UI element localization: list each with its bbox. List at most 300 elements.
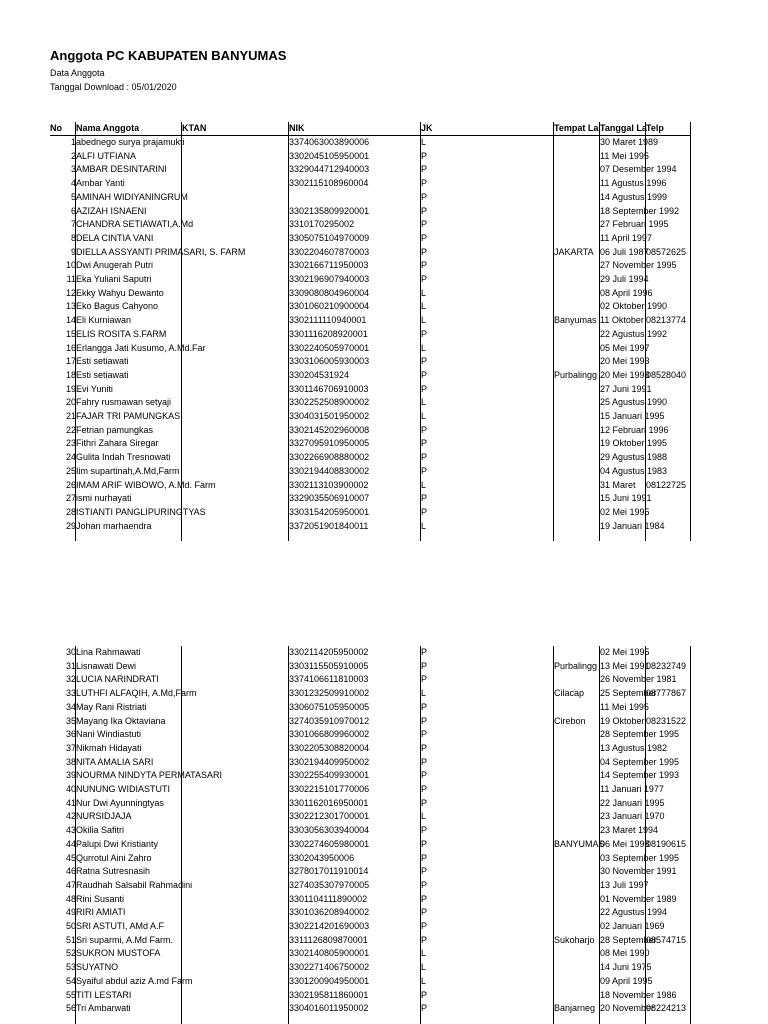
- cell-tempat-lahir: Sukoharjo: [554, 934, 595, 945]
- table-row: [0, 989, 700, 1003]
- cell-name: CHANDRA SETIAWATI,A.Md: [76, 219, 194, 230]
- cell-nik: 3327095910950005: [289, 438, 370, 449]
- cell-tempat-lahir: Cirebon: [554, 715, 586, 726]
- cell-nik: 3302205308820004: [289, 742, 370, 753]
- cell-name: Fetrian pamungkas: [76, 424, 154, 435]
- cell-telp: 08232749: [646, 660, 687, 671]
- cell-tanggal-lahir: 22 Januari 1995: [600, 797, 665, 808]
- cell-jk: L: [421, 287, 427, 298]
- cell-name: FAJAR TRI PAMUNGKAS: [76, 411, 181, 421]
- table-row: [0, 259, 700, 273]
- cell-no: 23: [65, 438, 76, 449]
- table-row: [0, 314, 700, 328]
- cell-nik: 3302166711950003: [289, 260, 369, 271]
- cell-jk: P: [421, 660, 428, 671]
- cell-telp: 08528040: [646, 369, 687, 380]
- cell-no: 12: [65, 287, 76, 298]
- cell-jk: P: [421, 246, 428, 257]
- table-row: [0, 232, 700, 246]
- cell-no: 46: [65, 866, 76, 877]
- cell-jk: P: [421, 770, 428, 781]
- cell-no: 42: [65, 811, 76, 822]
- cell-jk: L: [421, 520, 427, 531]
- cell-name: Ambar Yanti: [76, 178, 125, 189]
- cell-name: Dwi Anugerah Putri: [76, 260, 154, 271]
- cell-nik: 3302145202960008: [289, 424, 370, 435]
- table-row: [0, 797, 700, 811]
- cell-no: 24: [65, 452, 76, 463]
- header-telp: Telp: [646, 123, 664, 133]
- cell-tanggal-lahir: 31 Maret: [600, 479, 636, 490]
- cell-telp: 08190615: [646, 838, 687, 849]
- cell-no: 40: [65, 784, 76, 794]
- cell-tanggal-lahir: 08 Mei 1990: [600, 948, 650, 959]
- cell-no: 22: [65, 424, 76, 435]
- table-row: [0, 824, 700, 838]
- cell-jk: L: [421, 962, 427, 973]
- cell-name: Palupi Dwi Kristianty: [76, 838, 159, 849]
- cell-jk: P: [421, 438, 428, 449]
- cell-name: Esti setiawati: [76, 356, 129, 367]
- cell-tanggal-lahir: 25 Agustus 1990: [600, 397, 668, 408]
- cell-telp: 08122725: [646, 479, 687, 490]
- cell-name: Eka Yuliani Saputri: [76, 274, 152, 284]
- cell-telp: 08574715: [646, 934, 687, 945]
- cell-jk: P: [421, 383, 428, 394]
- cell-name: AMINAH WIDIYANINGRUM: [76, 191, 188, 202]
- cell-no: 17: [65, 356, 76, 367]
- cell-jk: L: [421, 342, 427, 353]
- table-row: [0, 218, 700, 232]
- cell-tanggal-lahir: 06 Juli 1987: [600, 246, 649, 257]
- cell-no: 49: [65, 907, 76, 918]
- cell-name: Evi Yuniti: [76, 383, 113, 394]
- cell-no: 13: [65, 301, 76, 312]
- cell-jk: L: [421, 479, 427, 490]
- table-row: [0, 342, 700, 356]
- table-row: [0, 961, 700, 975]
- column-rule: [599, 646, 600, 1024]
- cell-name: Tri Ambarwati: [76, 1003, 131, 1014]
- column-rule: [75, 646, 76, 1024]
- cell-telp: 08213774: [646, 315, 687, 326]
- cell-name: Ratna Sutresnasih: [76, 866, 151, 877]
- table-row: [0, 369, 700, 383]
- cell-jk: P: [421, 742, 428, 753]
- column-rule: [599, 122, 600, 541]
- table-row: [0, 136, 700, 150]
- table-row: [0, 191, 700, 205]
- header-no: No: [50, 123, 62, 133]
- cell-jk: P: [421, 369, 428, 380]
- cell-jk: P: [421, 866, 428, 877]
- cell-nik: 3301036208940002: [289, 907, 370, 918]
- cell-nik: 3302194409950002: [289, 756, 370, 767]
- cell-no: 56: [65, 1003, 76, 1014]
- cell-tanggal-lahir: 11 Oktober: [600, 315, 644, 326]
- cell-tanggal-lahir: 15 Januari 1995: [600, 411, 665, 421]
- cell-jk: P: [421, 1003, 428, 1014]
- cell-nik: 3302215101770006: [289, 784, 370, 794]
- cell-telp: 08224213: [646, 1003, 687, 1014]
- cell-jk: L: [421, 397, 427, 408]
- cell-nik: 3309080804960004: [289, 287, 370, 298]
- cell-nik: 3303106005930003: [289, 356, 370, 367]
- cell-no: 48: [65, 893, 76, 904]
- cell-jk: P: [421, 989, 428, 1000]
- cell-tanggal-lahir: 22 Agustus 1994: [600, 907, 668, 918]
- cell-no: 7: [70, 219, 76, 230]
- cell-no: 38: [65, 756, 76, 767]
- table-row: [0, 177, 700, 191]
- cell-name: Fithri Zahara Siregar: [76, 438, 159, 449]
- page-subtitle: Data Anggota: [50, 68, 105, 78]
- cell-telp: 08572625: [646, 246, 687, 257]
- cell-jk: L: [421, 975, 427, 986]
- cell-jk: P: [421, 150, 428, 161]
- table-row: [0, 492, 700, 506]
- cell-jk: L: [421, 411, 427, 421]
- table-row: [0, 879, 700, 893]
- cell-no: 20: [65, 397, 76, 408]
- cell-jk: P: [421, 674, 428, 685]
- cell-jk: P: [421, 328, 428, 339]
- cell-tanggal-lahir: 14 September 1993: [600, 770, 680, 781]
- cell-tanggal-lahir: 20 November: [600, 1003, 655, 1014]
- cell-nik: 3302135809920001: [289, 205, 370, 216]
- cell-tanggal-lahir: 01 November 1989: [600, 893, 677, 904]
- column-rule: [288, 646, 289, 1024]
- table-row: [0, 246, 700, 260]
- cell-nik: 3274035307970005: [289, 879, 370, 890]
- cell-jk: P: [421, 921, 428, 931]
- column-rule: [420, 646, 421, 1024]
- cell-tanggal-lahir: 13 Agustus 1982: [600, 742, 668, 753]
- cell-name: DELA CINTIA VANI: [76, 232, 154, 243]
- cell-name: LUTHFI ALFAQIH, A.Md,Farm: [76, 688, 197, 699]
- cell-tanggal-lahir: 11 Agustus 1996: [600, 178, 667, 189]
- cell-nik: 3301066809960002: [289, 729, 370, 740]
- header-tanggal-lahir: Tanggal La: [600, 123, 647, 133]
- cell-tanggal-lahir: 08 April 1996: [600, 287, 653, 298]
- table-row: [0, 769, 700, 783]
- cell-jk: P: [421, 260, 428, 271]
- cell-name: Mayang Ika Oktaviana: [76, 715, 166, 726]
- table-row: [0, 451, 700, 465]
- cell-nik: 3305075104970009: [289, 232, 370, 243]
- cell-jk: L: [421, 811, 427, 822]
- cell-jk: L: [421, 137, 427, 147]
- cell-nik: 3302274605980001: [289, 838, 370, 849]
- table-row: [0, 715, 700, 729]
- table-row: [0, 520, 700, 534]
- column-rule: [553, 646, 554, 1024]
- cell-name: Rini Susanti: [76, 893, 125, 904]
- header-name: Nama Anggota: [76, 123, 140, 133]
- cell-no: 27: [65, 493, 76, 504]
- table-row: [0, 742, 700, 756]
- cell-name: Esti setiawati: [76, 369, 129, 380]
- cell-nik: 3302115108960004: [289, 178, 369, 189]
- cell-tanggal-lahir: 29 Agustus 1988: [600, 452, 668, 463]
- cell-name: Johan marhaendra: [76, 520, 152, 531]
- cell-nik: 3274035910970012: [289, 715, 370, 726]
- cell-tanggal-lahir: 04 September 1995: [600, 756, 680, 767]
- cell-name: Fahry rusmawan setyaji: [76, 397, 172, 408]
- cell-tanggal-lahir: 03 September 1995: [600, 852, 680, 863]
- cell-tanggal-lahir: 19 Oktober: [600, 715, 645, 726]
- cell-no: 16: [65, 342, 76, 353]
- cell-name: IMAM ARIF WIBOWO, A.Md. Farm: [76, 479, 216, 490]
- cell-jk: P: [421, 729, 428, 740]
- cell-nik: 3303154205950001: [289, 506, 370, 517]
- page-title: Anggota PC KABUPATEN BANYUMAS: [50, 48, 287, 63]
- table-row: [0, 660, 700, 674]
- table-row: [0, 355, 700, 369]
- cell-jk: P: [421, 934, 428, 945]
- cell-tanggal-lahir: 11 Mei 1995: [600, 150, 649, 161]
- cell-tanggal-lahir: 11 Mei 1995: [600, 701, 649, 712]
- cell-nik: 3301060210900004: [289, 301, 370, 312]
- table-row: [0, 673, 700, 687]
- cell-jk: P: [421, 178, 428, 189]
- table-row: [0, 273, 700, 287]
- cell-jk: P: [421, 424, 428, 435]
- cell-name: Nikmah Hidayati: [76, 742, 142, 753]
- cell-jk: P: [421, 506, 428, 517]
- cell-jk: P: [421, 838, 428, 849]
- cell-name: ismi nurhayati: [76, 493, 132, 504]
- cell-no: 32: [65, 674, 76, 685]
- cell-name: Okilia Safitri: [76, 825, 125, 836]
- table-row: [0, 906, 700, 920]
- cell-name: Sri suparmi, A.Md Farm.: [76, 934, 174, 945]
- cell-tanggal-lahir: 22 Agustus 1992: [600, 328, 668, 339]
- cell-name: Qurrotul Aini Zahro: [76, 852, 152, 863]
- table-row: [0, 150, 700, 164]
- column-rule: [645, 122, 646, 541]
- table-row: [0, 437, 700, 451]
- cell-no: 30: [65, 647, 76, 657]
- cell-name: NUNUNG WIDIASTUTI: [76, 784, 170, 794]
- column-rule: [75, 122, 76, 541]
- cell-jk: P: [421, 465, 428, 476]
- cell-jk: L: [421, 948, 427, 959]
- cell-tempat-lahir: Cilacap: [554, 688, 585, 699]
- cell-jk: P: [421, 825, 428, 836]
- cell-jk: P: [421, 219, 428, 230]
- cell-tempat-lahir: BANYUMAS: [554, 838, 605, 849]
- cell-nik: 3311126809870001: [289, 934, 368, 945]
- table-row: [0, 687, 700, 701]
- cell-no: 34: [65, 701, 76, 712]
- cell-no: 55: [65, 989, 76, 1000]
- table-row: [0, 934, 700, 948]
- table-row: [0, 1002, 700, 1016]
- cell-nik: 3302266908880002: [289, 452, 370, 463]
- cell-tanggal-lahir: 14 Juni 1975: [600, 962, 652, 973]
- cell-name: ELIS ROSITA S.FARM: [76, 328, 167, 339]
- cell-tanggal-lahir: 02 Mei 1995: [600, 647, 650, 657]
- table-row: [0, 975, 700, 989]
- cell-tanggal-lahir: 15 Juni 1991: [600, 493, 652, 504]
- table-header: [0, 122, 700, 136]
- cell-name: Nur Dwi Ayunningtyas: [76, 797, 164, 808]
- cell-name: abednego surya prajamukti: [76, 137, 185, 147]
- cell-name: Ekky Wahyu Dewanto: [76, 287, 164, 298]
- cell-jk: P: [421, 274, 428, 284]
- cell-name: NITA AMALIA SARI: [76, 756, 154, 767]
- cell-jk: P: [421, 452, 428, 463]
- column-rule: [645, 646, 646, 1024]
- table-row: [0, 701, 700, 715]
- cell-tempat-lahir: JAKARTA: [554, 246, 594, 257]
- table-row: [0, 838, 700, 852]
- cell-name: Syaiful abdul aziz A.md Farm: [76, 975, 193, 986]
- cell-tanggal-lahir: 30 November 1991: [600, 866, 677, 877]
- table-row: [0, 479, 700, 493]
- cell-name: TITI LESTARI: [76, 989, 132, 1000]
- table-row: [0, 865, 700, 879]
- cell-name: Eko Bagus Cahyono: [76, 301, 159, 312]
- cell-tanggal-lahir: 27 Februari 1995: [600, 219, 669, 230]
- cell-name: DIELLA ASSYANTI PRIMASARI, S. FARM: [76, 246, 246, 257]
- column-rule: [690, 646, 691, 1024]
- column-rule: [690, 122, 691, 541]
- cell-tempat-lahir: Purbalingg: [554, 660, 598, 671]
- cell-name: Iim supartinah,A.Md,Farm: [76, 465, 180, 476]
- cell-nik: 3302195811860001: [289, 989, 369, 1000]
- table-row: [0, 300, 700, 314]
- cell-tanggal-lahir: 02 Mei 1995: [600, 506, 650, 517]
- cell-name: NOURMA NINDYTA PERMATASARI: [76, 770, 223, 781]
- cell-tanggal-lahir: 27 Juni 1991: [600, 383, 652, 394]
- cell-nik: 3304031501950002: [289, 411, 370, 421]
- cell-no: 21: [65, 411, 76, 421]
- cell-tanggal-lahir: 18 November 1986: [600, 989, 677, 1000]
- cell-tanggal-lahir: 13 Mei 1991: [600, 660, 650, 671]
- cell-jk: P: [421, 647, 428, 657]
- table-row: [0, 810, 700, 824]
- cell-nik: 3306075105950005: [289, 701, 370, 712]
- header-ktan: KTAN: [182, 123, 207, 133]
- cell-no: 14: [65, 315, 76, 326]
- cell-nik: 3302113103900002: [289, 479, 369, 490]
- cell-nik: 3302045105950001: [289, 150, 370, 161]
- cell-no: 45: [65, 852, 76, 863]
- cell-no: 47: [65, 879, 76, 890]
- cell-nik: 3329035506910007: [289, 493, 370, 504]
- table-row: [0, 852, 700, 866]
- cell-jk: P: [421, 784, 428, 794]
- cell-jk: P: [421, 232, 428, 243]
- cell-nik: 3374106611810003: [289, 674, 369, 685]
- cell-no: 18: [65, 369, 76, 380]
- table-row: [0, 410, 700, 424]
- cell-no: 36: [65, 729, 76, 740]
- cell-tempat-lahir: Banyumas: [554, 315, 597, 326]
- table-row: [0, 424, 700, 438]
- cell-nik: 3301116208920001: [289, 328, 368, 339]
- cell-no: 11: [66, 274, 76, 284]
- cell-nik: 3329044712940003: [289, 164, 370, 175]
- cell-name: NURSIDJAJA: [76, 811, 132, 822]
- cell-no: 5: [70, 191, 76, 202]
- column-rule: [420, 122, 421, 541]
- cell-tanggal-lahir: 20 Mei 1993: [600, 369, 650, 380]
- cell-tanggal-lahir: 13 Juli 1997: [600, 879, 649, 890]
- cell-nik: 3302271406750002: [289, 962, 370, 973]
- cell-name: AMBAR DESINTARINI: [76, 164, 167, 175]
- column-rule: [553, 122, 554, 541]
- cell-tanggal-lahir: 05 Mei 1997: [600, 342, 650, 353]
- cell-no: 54: [65, 975, 76, 986]
- table-row: [0, 646, 700, 660]
- cell-tanggal-lahir: 23 Maret 1994: [600, 825, 659, 836]
- cell-tanggal-lahir: 04 Agustus 1983: [600, 465, 668, 476]
- cell-name: SUKRON MUSTOFA: [76, 948, 161, 959]
- cell-no: 28: [65, 506, 76, 517]
- cell-name: Raudhah Salsabil Rahmadini: [76, 879, 193, 890]
- cell-name: ALFI UTFIANA: [76, 150, 137, 161]
- table-row: [0, 465, 700, 479]
- cell-no: 37: [65, 742, 76, 753]
- cell-nik: 3302214201690003: [289, 921, 370, 931]
- cell-no: 50: [65, 921, 76, 931]
- cell-no: 41: [65, 797, 76, 808]
- cell-nik: 3301200904950001: [289, 975, 370, 986]
- table-row: [0, 756, 700, 770]
- cell-name: May Rani Ristriati: [76, 701, 147, 712]
- cell-tanggal-lahir: 27 November 1995: [600, 260, 677, 271]
- cell-name: Gulita Indah Tresnowati: [76, 452, 171, 463]
- cell-no: 15: [65, 328, 76, 339]
- cell-tanggal-lahir: 28 September: [600, 934, 657, 945]
- cell-tanggal-lahir: 06 Mei 1998: [600, 838, 650, 849]
- cell-tanggal-lahir: 07 Desember 1994: [600, 164, 677, 175]
- cell-no: 4: [70, 178, 76, 189]
- cell-jk: P: [421, 797, 428, 808]
- cell-tanggal-lahir: 26 November 1981: [600, 674, 677, 685]
- cell-nik: 3301162016950001: [289, 797, 369, 808]
- table-row: [0, 783, 700, 797]
- cell-name: LUCIA NARINDRATI: [76, 674, 159, 685]
- cell-nik: 3304016011950002: [289, 1003, 369, 1014]
- cell-nik: 3302204607870003: [289, 246, 370, 257]
- cell-name: SUYATNO: [76, 962, 119, 973]
- cell-tanggal-lahir: 19 Januari 1984: [600, 520, 665, 531]
- table-row: [0, 328, 700, 342]
- download-date: Tanggal Download : 05/01/2020: [50, 82, 177, 92]
- cell-nik: 330204531924: [289, 369, 350, 380]
- cell-tanggal-lahir: 20 Mei 1993: [600, 356, 650, 367]
- cell-nik: 3302111110940001: [289, 315, 367, 326]
- cell-nik: 3302114205950002: [289, 647, 369, 657]
- cell-no: 10: [65, 260, 76, 271]
- cell-no: 1: [70, 137, 76, 147]
- cell-no: 2: [70, 150, 76, 161]
- cell-jk: P: [421, 164, 428, 175]
- cell-jk: P: [421, 715, 428, 726]
- cell-no: 8: [70, 232, 76, 243]
- cell-no: 19: [65, 383, 76, 394]
- cell-no: 9: [70, 246, 76, 257]
- table-row: [0, 920, 700, 934]
- cell-nik: 3301146706910003: [289, 383, 369, 394]
- table-row: [0, 163, 700, 177]
- cell-nik: 3302212301700001: [289, 811, 370, 822]
- cell-jk: P: [421, 191, 428, 202]
